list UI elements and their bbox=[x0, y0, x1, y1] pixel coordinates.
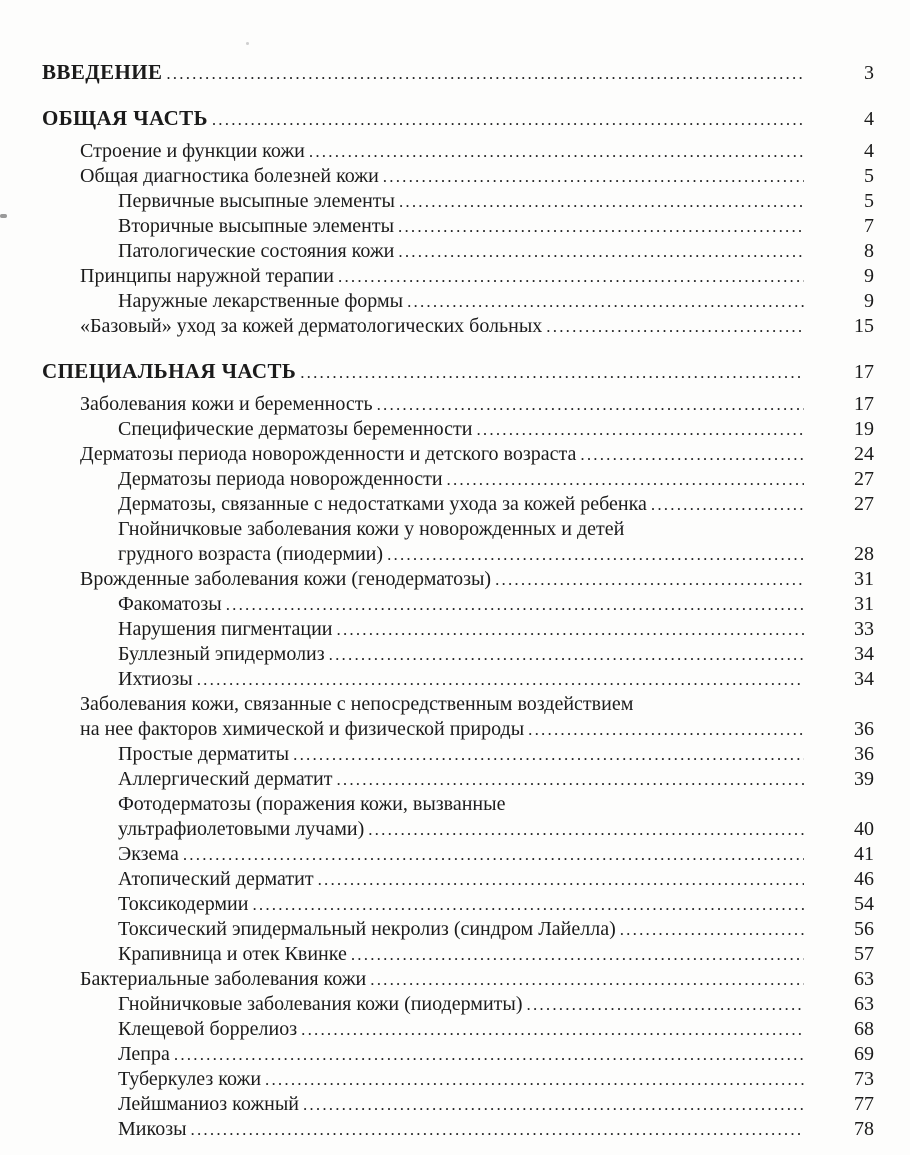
dot-leader bbox=[300, 360, 804, 385]
toc-entry-row bbox=[118, 542, 874, 567]
toc-page-number: 54 bbox=[854, 893, 874, 915]
toc-entry-title: Микозы bbox=[118, 1118, 187, 1140]
toc-entry-row bbox=[42, 106, 874, 132]
toc-entry bbox=[42, 867, 874, 892]
toc-page-number: 3 bbox=[864, 62, 874, 84]
dot-leader bbox=[407, 289, 804, 314]
toc-page-number: 7 bbox=[864, 215, 874, 237]
toc-entry bbox=[42, 892, 874, 917]
toc-page-number: 24 bbox=[854, 443, 874, 465]
toc-page-number: 28 bbox=[854, 543, 874, 565]
toc-entry bbox=[42, 239, 874, 264]
toc-entry-row bbox=[80, 264, 874, 289]
toc-entry-row bbox=[118, 1117, 874, 1142]
toc-entry bbox=[42, 642, 874, 667]
toc-entry-row bbox=[80, 567, 874, 592]
toc-page-number: 36 bbox=[854, 718, 874, 740]
toc-page-number: 34 bbox=[854, 668, 874, 690]
toc-entry-row bbox=[118, 642, 874, 667]
dot-leader bbox=[197, 667, 804, 692]
scan-artifact bbox=[246, 42, 249, 45]
toc-entry-title: Бактериальные заболевания кожи bbox=[80, 968, 367, 990]
dot-leader bbox=[527, 992, 804, 1017]
toc-entry bbox=[42, 942, 874, 967]
dot-leader bbox=[337, 617, 805, 642]
toc-entry-row bbox=[80, 139, 874, 164]
toc-entry-title: Специфические дерматозы беременности bbox=[118, 418, 473, 440]
toc-entry bbox=[42, 264, 874, 289]
toc-entry-row bbox=[118, 214, 874, 239]
toc-entry bbox=[42, 592, 874, 617]
toc-entry-title: Дерматозы периода новорожденности bbox=[118, 468, 443, 490]
dot-leader bbox=[336, 767, 804, 792]
toc-page-number: 31 bbox=[854, 568, 874, 590]
toc-entry bbox=[42, 917, 874, 942]
toc-entry-row bbox=[118, 942, 874, 967]
toc-entry-row bbox=[80, 967, 874, 992]
dot-leader bbox=[651, 492, 804, 517]
toc-entry-title: на нее факторов химической и физической природы bbox=[80, 718, 525, 740]
toc-entry-row bbox=[118, 617, 874, 642]
toc-page-number: 78 bbox=[854, 1118, 874, 1140]
dot-leader bbox=[546, 314, 804, 339]
toc-page-number: 5 bbox=[864, 165, 874, 187]
toc-entry-row bbox=[118, 1042, 874, 1067]
dot-leader bbox=[399, 189, 804, 214]
toc-entry bbox=[42, 1092, 874, 1117]
toc-entry bbox=[42, 164, 874, 189]
toc-entry-title: Нарушения пигментации bbox=[118, 618, 333, 640]
toc-entry-title: Наружные лекарственные формы bbox=[118, 290, 404, 312]
toc-entry bbox=[42, 1067, 874, 1092]
toc-page-number: 41 bbox=[854, 843, 874, 865]
toc-entry bbox=[42, 667, 874, 692]
toc-page-number: 17 bbox=[854, 361, 874, 383]
toc-page-number: 39 bbox=[854, 768, 874, 790]
toc-page-number: 68 bbox=[854, 1018, 874, 1040]
dot-leader bbox=[318, 867, 804, 892]
toc-entry bbox=[42, 992, 874, 1017]
toc-entry-row bbox=[80, 314, 874, 339]
toc-page-number: 9 bbox=[864, 265, 874, 287]
toc-entry-title: Буллезный эпидермолиз bbox=[118, 643, 325, 665]
toc-entry-title: «Базовый» уход за кожей дерматологических больных bbox=[80, 315, 543, 337]
toc-entry bbox=[42, 314, 874, 339]
toc-entry-row bbox=[118, 1067, 874, 1092]
toc-entry-text: Фотодерматозы (поражения кожи, вызванные bbox=[118, 793, 506, 815]
toc-entry bbox=[42, 289, 874, 314]
toc-page-number: 56 bbox=[854, 918, 874, 940]
toc-entry-title: ОБЩАЯ ЧАСТЬ bbox=[42, 106, 208, 130]
dot-leader bbox=[580, 442, 804, 467]
dot-leader bbox=[174, 1042, 804, 1067]
toc-page-number: 27 bbox=[854, 468, 874, 490]
toc-entry-row bbox=[80, 717, 874, 742]
dot-leader bbox=[252, 892, 804, 917]
toc-entry-title: грудного возраста (пиодермии) bbox=[118, 543, 384, 565]
toc-page-number: 73 bbox=[854, 1068, 874, 1090]
toc-page-number: 4 bbox=[864, 108, 874, 130]
toc-entry-text: Гнойничковые заболевания кожи у новорожденных и детей bbox=[118, 518, 625, 540]
toc-entry bbox=[42, 967, 874, 992]
toc-entry-title: Дерматозы, связанные с недостатками ухода за кожей ребенка bbox=[118, 493, 647, 515]
toc-entry bbox=[42, 792, 874, 842]
toc-page-number: 77 bbox=[854, 1093, 874, 1115]
toc-entry bbox=[42, 1042, 874, 1067]
dot-leader bbox=[620, 917, 804, 942]
toc-entry bbox=[42, 60, 874, 86]
toc-entry bbox=[42, 767, 874, 792]
dot-leader bbox=[528, 717, 804, 742]
dot-leader bbox=[387, 542, 804, 567]
dot-leader bbox=[191, 1117, 804, 1142]
toc-page-number: 57 bbox=[854, 943, 874, 965]
dot-leader bbox=[338, 264, 804, 289]
toc-entry-row bbox=[118, 917, 874, 942]
toc-entry bbox=[42, 742, 874, 767]
toc-entry-row bbox=[118, 867, 874, 892]
toc-entry-row bbox=[118, 189, 874, 214]
toc-entry-row bbox=[118, 239, 874, 264]
toc-entry bbox=[42, 567, 874, 592]
dot-leader bbox=[476, 417, 804, 442]
toc-entry-row bbox=[118, 467, 874, 492]
toc-entry-title: Лепра bbox=[118, 1043, 170, 1065]
scan-artifact bbox=[0, 214, 7, 218]
toc-entry-title: Токсический эпидермальный некролиз (синдром Лайелла) bbox=[118, 918, 616, 940]
toc-entry-title: Патологические состояния кожи bbox=[118, 240, 395, 262]
dot-leader bbox=[329, 642, 804, 667]
toc-entry-row bbox=[118, 1092, 874, 1117]
toc-page-number: 36 bbox=[854, 743, 874, 765]
toc-entry bbox=[42, 617, 874, 642]
toc-entry-title: Ихтиозы bbox=[118, 668, 193, 690]
toc-entry-row bbox=[42, 60, 874, 86]
toc-entry bbox=[42, 392, 874, 417]
toc-entry bbox=[42, 692, 874, 742]
toc-entry bbox=[42, 359, 874, 385]
dot-leader bbox=[301, 1017, 804, 1042]
toc-entry-title: Принципы наружной терапии bbox=[80, 265, 335, 287]
dot-leader bbox=[166, 61, 804, 86]
dot-leader bbox=[447, 467, 804, 492]
dot-leader bbox=[368, 817, 804, 842]
toc-entry-row bbox=[42, 359, 874, 385]
toc-page-number: 8 bbox=[864, 240, 874, 262]
toc-entry-row bbox=[80, 164, 874, 189]
dot-leader bbox=[265, 1067, 804, 1092]
toc-entry bbox=[42, 106, 874, 132]
toc-entry-row bbox=[118, 992, 874, 1017]
toc-entry-title: Аллергический дерматит bbox=[118, 768, 333, 790]
toc-page-number: 63 bbox=[854, 968, 874, 990]
toc-entry-title: СПЕЦИАЛЬНАЯ ЧАСТЬ bbox=[42, 359, 297, 383]
toc-page-number: 46 bbox=[854, 868, 874, 890]
toc-entry-title: Общая диагностика болезней кожи bbox=[80, 165, 379, 187]
dot-leader bbox=[398, 214, 804, 239]
toc-page-number: 27 bbox=[854, 493, 874, 515]
dot-leader bbox=[398, 239, 804, 264]
toc-page-number: 4 bbox=[864, 140, 874, 162]
toc-entry-row bbox=[118, 417, 874, 442]
toc-page-number: 34 bbox=[854, 643, 874, 665]
toc-entry-row bbox=[118, 1017, 874, 1042]
toc-page-number: 40 bbox=[854, 818, 874, 840]
toc-entry bbox=[42, 1117, 874, 1142]
toc-entry bbox=[42, 467, 874, 492]
toc-entry-title: Крапивница и отек Квинке bbox=[118, 943, 347, 965]
toc-entry-row bbox=[118, 892, 874, 917]
toc-entry-title: Атопический дерматит bbox=[118, 868, 314, 890]
dot-leader bbox=[183, 842, 804, 867]
toc-page-number: 33 bbox=[854, 618, 874, 640]
toc-entry-row bbox=[118, 592, 874, 617]
toc-entry-title: Заболевания кожи и беременность bbox=[80, 393, 373, 415]
toc-entry-title: Клещевой боррелиоз bbox=[118, 1018, 298, 1040]
toc-entry bbox=[42, 139, 874, 164]
toc-entry-title: Токсикодермии bbox=[118, 893, 249, 915]
toc-entry bbox=[42, 214, 874, 239]
toc-entry-title: ультрафиолетовыми лучами) bbox=[118, 818, 365, 840]
toc-entry-row bbox=[118, 817, 874, 842]
dot-leader bbox=[212, 107, 804, 132]
toc-entry bbox=[42, 189, 874, 214]
toc-entry-title: Дерматозы периода новорожденности и детского возраста bbox=[80, 443, 577, 465]
toc-entry-row bbox=[118, 289, 874, 314]
dot-leader bbox=[351, 942, 804, 967]
dot-leader bbox=[495, 567, 804, 592]
toc-entry bbox=[42, 442, 874, 467]
toc-entry-row bbox=[118, 492, 874, 517]
toc-page-number: 19 bbox=[854, 418, 874, 440]
toc-entry bbox=[42, 842, 874, 867]
toc-page-number: 63 bbox=[854, 993, 874, 1015]
toc-entry-title: Первичные высыпные элементы bbox=[118, 190, 395, 212]
dot-leader bbox=[377, 392, 804, 417]
dot-leader bbox=[303, 1092, 804, 1117]
toc-entry-row bbox=[80, 392, 874, 417]
toc-page-number: 9 bbox=[864, 290, 874, 312]
toc-entry-row bbox=[118, 742, 874, 767]
dot-leader bbox=[370, 967, 804, 992]
toc-entry bbox=[42, 1017, 874, 1042]
toc-page-number: 5 bbox=[864, 190, 874, 212]
dot-leader bbox=[226, 592, 804, 617]
toc-entry-row bbox=[118, 767, 874, 792]
toc-entry-title: Врожденные заболевания кожи (генодерматозы) bbox=[80, 568, 492, 590]
toc-entry-title: Туберкулез кожи bbox=[118, 1068, 262, 1090]
toc-entry-title: Простые дерматиты bbox=[118, 743, 290, 765]
toc-entry-row bbox=[118, 667, 874, 692]
toc-page-number: 31 bbox=[854, 593, 874, 615]
toc-entry-title: Гнойничковые заболевания кожи (пиодермиты) bbox=[118, 993, 523, 1015]
toc-entry-title: Вторичные высыпные элементы bbox=[118, 215, 395, 237]
dot-leader bbox=[383, 164, 804, 189]
dot-leader bbox=[293, 742, 804, 767]
toc-entry bbox=[42, 517, 874, 567]
dot-leader bbox=[309, 139, 804, 164]
toc-entry bbox=[42, 492, 874, 517]
toc-entry-row bbox=[80, 442, 874, 467]
toc-entry-title: Лейшманиоз кожный bbox=[118, 1093, 299, 1115]
toc-entry bbox=[42, 417, 874, 442]
toc-page-number: 15 bbox=[854, 315, 874, 337]
toc-entry-title: ВВЕДЕНИЕ bbox=[42, 60, 163, 84]
toc-page-number: 17 bbox=[854, 393, 874, 415]
toc-page-number: 69 bbox=[854, 1043, 874, 1065]
toc-entry-title: Факоматозы bbox=[118, 593, 222, 615]
toc-entry-title: Экзема bbox=[118, 843, 179, 865]
toc-entry-text: Заболевания кожи, связанные с непосредственным воздействием bbox=[80, 693, 634, 715]
toc-entry-title: Строение и функции кожи bbox=[80, 140, 305, 162]
toc-entry-row bbox=[118, 842, 874, 867]
